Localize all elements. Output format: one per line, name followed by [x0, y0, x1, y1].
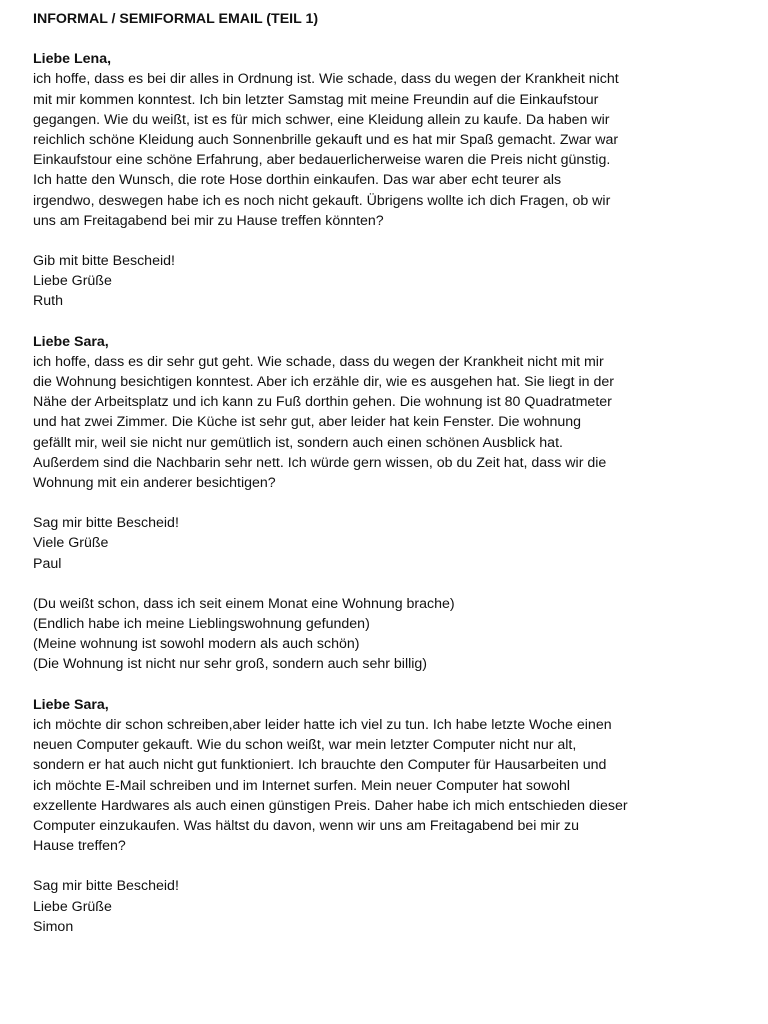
body-line: ich hoffe, dass es bei dir alles in Ordnung ist. Wie schade, dass du wegen der Krankheit nicht: [33, 71, 619, 88]
closing-line: Liebe Grüße: [33, 898, 112, 915]
letter-body: [33, 352, 653, 493]
body-line: ich möchte E-Mail schreiben und im Internet surfen. Mein neuer Computer hat sowohl: [33, 777, 571, 794]
body-line: gegangen. Wie du weißt, ist es für mich schwer, eine Kleidung allein zu kaufe. Da haben wir: [33, 111, 610, 128]
body-line: reichlich schöne Kleidung auch Sonnenbrille gekauft und es hat mir Spaß gemacht. Zwar war: [33, 132, 619, 149]
body-line: Nähe der Arbeitsplatz und ich kann zu Fuß dorthin gehen. Die wohnung ist 80 Quadratmeter: [33, 394, 612, 411]
body-line: ich hoffe, dass es dir sehr gut geht. Wie schade, dass du wegen der Krankheit nicht mit mir: [33, 353, 604, 370]
document-title: INFORMAL / SEMIFORMAL EMAIL (TEIL 1): [33, 11, 319, 27]
note-line: (Die Wohnung ist nicht nur sehr groß, sondern auch sehr billig): [33, 656, 428, 673]
letter-closing: [33, 876, 653, 937]
note-line: (Meine wohnung ist sowohl modern als auch schön): [33, 636, 360, 653]
body-line: die Wohnung besichtigen konntest. Aber ich erzähle dir, wie es ausgehen hat. Sie liegt in der: [33, 374, 615, 391]
letter-body: [33, 69, 653, 231]
signature: Ruth: [33, 293, 63, 310]
body-line: Einkaufstour eine schöne Erfahrung, aber bedauerlicherweise waren die Preis nicht günstig.: [33, 152, 611, 169]
letter-ruth: [33, 49, 653, 311]
note-line: (Du weißt schon, dass ich seit einem Monat eine Wohnung brache): [33, 595, 455, 612]
body-line: Wohnung mit ein anderer besichtigen?: [33, 475, 276, 492]
document-page: [33, 9, 653, 957]
letter-greeting: Liebe Sara,: [33, 333, 109, 350]
closing-line: Viele Grüße: [33, 535, 109, 552]
body-line: und hat zwei Zimmer. Die Küche ist sehr gut, aber leider hat kein Fenster. Die wohnung: [33, 414, 582, 431]
body-line: Außerdem sind die Nachbarin sehr nett. Ich würde gern wissen, ob du Zeit hat, dass wir die: [33, 454, 607, 471]
body-line: exzellente Hardwares als auch einen günstigen Preis. Daher habe ich mich entschieden dieser: [33, 797, 628, 814]
letter-closing: [33, 513, 653, 574]
closing-line: Sag mir bitte Bescheid!: [33, 878, 179, 895]
body-line: sondern er hat auch nicht gut funktioniert. Ich brauchte den Computer für Hausarbeiten und: [33, 757, 607, 774]
letter-body: [33, 715, 653, 856]
letter-closing: [33, 251, 653, 312]
notes-list: [33, 594, 653, 675]
body-line: neuen Computer gekauft. Wie du schon weißt, war mein letzter Computer nicht nur alt,: [33, 737, 577, 754]
body-line: Hause treffen?: [33, 838, 126, 855]
letter-greeting: Liebe Sara,: [33, 696, 109, 713]
body-line: uns am Freitagabend bei mir zu Hause treffen könnten?: [33, 212, 384, 229]
closing-line: Liebe Grüße: [33, 273, 112, 290]
signature: Paul: [33, 555, 62, 572]
body-line: ich möchte dir schon schreiben,aber leider hatte ich viel zu tun. Ich habe letzte Woche einen: [33, 716, 612, 733]
body-line: Computer einzukaufen. Was hältst du davon, wenn wir uns am Freitagabend bei mir zu: [33, 817, 579, 834]
letter-simon: [33, 695, 653, 937]
body-line: Ich hatte den Wunsch, die rote Hose dorthin einkaufen. Das war aber echt teurer als: [33, 172, 562, 189]
closing-line: Sag mir bitte Bescheid!: [33, 515, 179, 532]
body-line: gefällt mir, weil sie nicht nur gemütlich ist, sondern auch einen schönen Ausblick hat.: [33, 434, 563, 451]
note-line: (Endlich habe ich meine Lieblingswohnung gefunden): [33, 616, 370, 633]
signature: Simon: [33, 918, 74, 935]
letter-paul: [33, 332, 653, 574]
closing-line: Gib mit bitte Bescheid!: [33, 253, 175, 270]
letter-greeting: Liebe Lena,: [33, 51, 112, 68]
body-line: irgendwo, deswegen habe ich es noch nicht gekauft. Übrigens wollte ich dich Fragen, ob wir: [33, 192, 611, 209]
body-line: mit mir kommen konntest. Ich bin letzter Samstag mit meine Freundin auf die Einkaufstour: [33, 91, 599, 108]
